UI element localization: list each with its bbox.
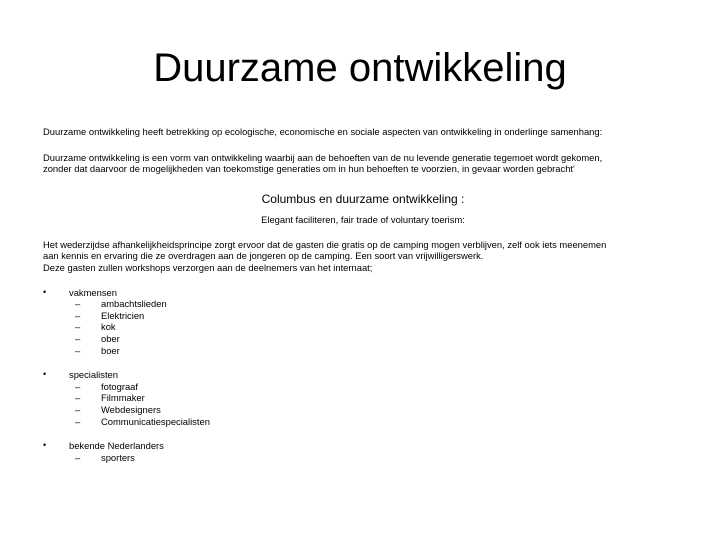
dash-icon: – — [75, 332, 81, 344]
group-sublist — [69, 381, 683, 427]
group-label: specialisten — [69, 369, 118, 381]
guest-groups-list — [43, 287, 683, 464]
intro-paragraph: Duurzame ontwikkeling heeft betrekking op ecologische, economische en sociale aspecten van ontwikkeling in onderlinge samenhang: — [43, 126, 603, 137]
sublist-item — [75, 310, 683, 322]
group-sublist — [69, 452, 683, 464]
bullet-icon: • — [43, 440, 47, 451]
principle-line-1: Het wederzijdse afhankelijkheidsprincipe zorgt ervoor dat de gasten die gratis op de camping mogen verblijven, zelf ook iets meenemen — [43, 238, 607, 250]
section-subtitle: Elegant faciliteren, fair trade of voluntary toerism: — [261, 213, 465, 225]
group-item — [43, 440, 683, 463]
sublist-item-label: Filmmaker — [101, 392, 145, 404]
sublist-item-label: Communicatiespecialisten — [101, 415, 210, 427]
sublist-item — [75, 298, 683, 310]
sublist-item-label: ambachtslieden — [101, 298, 167, 310]
dash-icon: – — [75, 415, 81, 427]
group-label: vakmensen — [69, 286, 117, 298]
sublist-item — [75, 392, 683, 404]
sublist-item-label: Elektricien — [101, 309, 145, 321]
principle-line-3: Deze gasten zullen workshops verzorgen aan de deelnemers van het internaat; — [43, 261, 373, 273]
group-item — [43, 369, 683, 427]
dash-icon: – — [75, 298, 81, 310]
principle-paragraph — [43, 239, 683, 274]
bullet-icon: • — [43, 286, 47, 297]
group-sublist — [69, 298, 683, 356]
dash-icon: – — [75, 321, 81, 333]
dash-icon: – — [75, 344, 81, 356]
sublist-item-label: kok — [101, 321, 116, 333]
sublist-item-label: boer — [101, 344, 120, 356]
sublist-item — [75, 404, 683, 416]
sublist-item — [75, 345, 683, 357]
dash-icon: – — [75, 309, 81, 321]
sublist-item — [75, 321, 683, 333]
definition-line-2: zonder dat daarvoor de mogelijkheden van toekomstige generaties om in hun behoeften te voorzien, in gevaar worden gebracht' — [43, 163, 575, 175]
dash-icon: – — [75, 380, 81, 392]
dash-icon: – — [75, 403, 81, 415]
bullet-icon: • — [43, 369, 47, 380]
sublist-item-label: sporters — [101, 451, 135, 463]
sublist-item — [75, 452, 683, 464]
definition-line-1: Duurzame ontwikkeling is een vorm van ontwikkeling waarbij aan de behoeften van de nu levende generatie tegemoet wordt gekomen, — [43, 151, 603, 163]
slide-title: Duurzame ontwikkeling — [153, 46, 567, 90]
sublist-item-label: fotograaf — [101, 380, 139, 392]
group-item — [43, 287, 683, 357]
slide-body — [43, 126, 683, 476]
sublist-item — [75, 333, 683, 345]
sublist-item — [75, 381, 683, 393]
group-label: bekende Nederlanders — [69, 440, 164, 452]
principle-line-2: aan kennis en ervaring die ze overdragen aan de jongeren op de camping. Een soort van vrijwilligerswerk. — [43, 250, 484, 262]
sublist-item-label: Webdesigners — [101, 403, 161, 415]
section-heading: Columbus en duurzame ontwikkeling : — [261, 191, 465, 206]
dash-icon: – — [75, 451, 81, 463]
sublist-item — [75, 416, 683, 428]
dash-icon: – — [75, 392, 81, 404]
sublist-item-label: ober — [101, 332, 120, 344]
definition-paragraph — [43, 152, 683, 175]
